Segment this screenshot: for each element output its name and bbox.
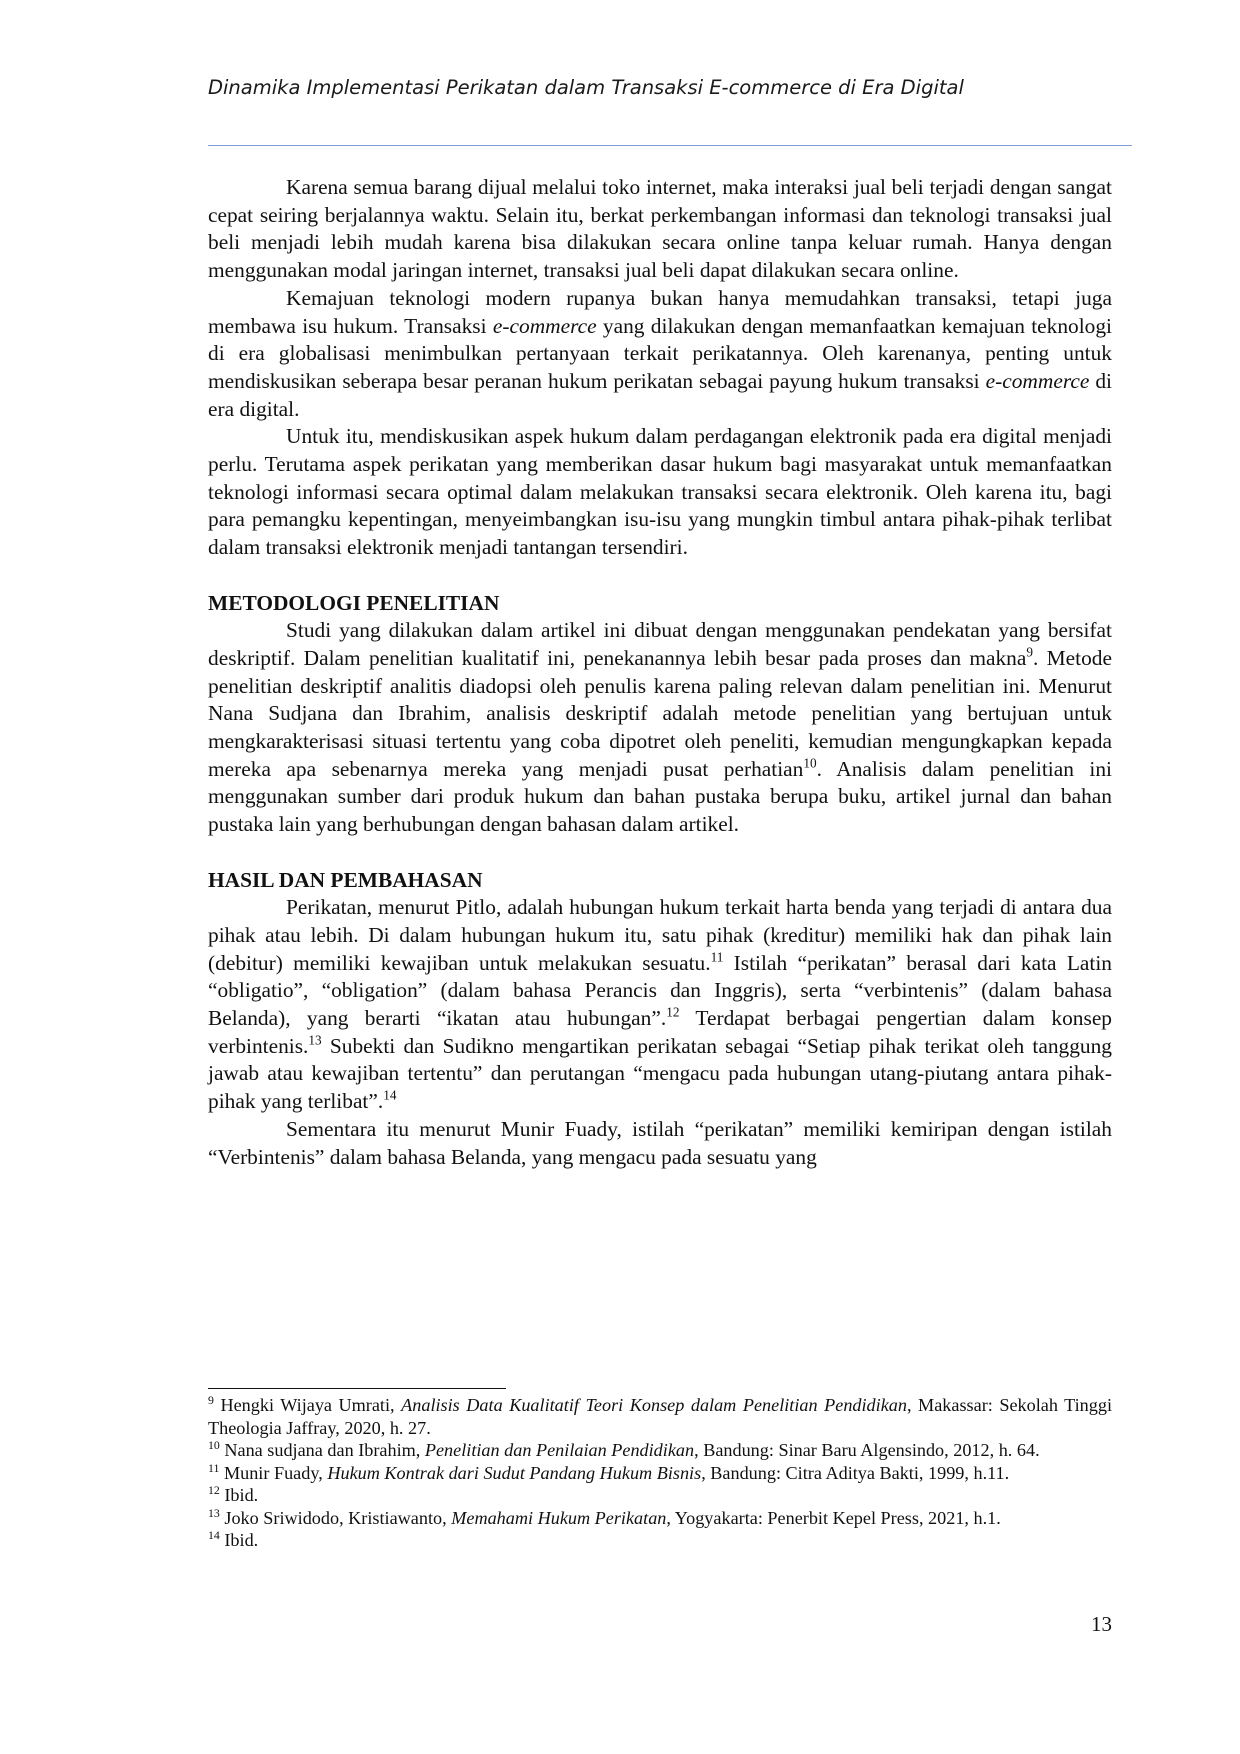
section-heading-hasil: HASIL DAN PEMBAHASAN [208,867,483,892]
footnote-ref[interactable]: 11 [710,949,724,965]
footnote-ref[interactable]: 12 [666,1004,680,1020]
footnote-14: $^{14}$ Ibid. [208,1527,259,1550]
running-header: Dinamika Implementasi Perikatan dalam Transaksi E-commerce di Era Digital [208,76,964,99]
footnote-ref[interactable]: 13 [308,1032,322,1048]
paragraph-2: Kemajuan teknologi modern rupanya bukan hanya memudahkan transaksi, tetapi juga membawa isu hukum. Transaksi e-commerce yang dilakukan dengan memanfaatkan kemajuan teknologi di era globalisasi menimbulkan pertanyaan terkait perikatannya. Oleh karenanya, penting untuk mendiskusikan seberapa besar peranan hukum perikatan sebagai payung hukum transaksi e-commerce di era digital. [208,285,1113,421]
footnote-13: $^{13}$ Joko Sriwidodo, Kristiawanto, Memahami Hukum Perikatan, Yogyakarta: Penerbit Kepel Press, 2021, h.1. [208,1505,1001,1528]
paragraph-5: Perikatan, menurut Pitlo, adalah hubungan hukum terkait harta benda yang terjadi di antara dua pihak atau lebih. Di dalam hubungan hukum itu, satu pihak (kreditur) memiliki hak dan pihak lain (debitur) memiliki kewajiban untuk melakukan sesuatu.$^{11}$ Istilah “perikatan” berasal dari kata Latin “obligatio”, “obligation” (dalam bahasa Perancis dan Inggris), serta “verbintenis” (dalam bahasa Belanda), yang berarti “ikatan atau hubungan”.$^{12}$ Terdapat berbagai pengertian dalam konsep verbintenis.$^{13}$ Subekti dan Sudikno mengartikan perikatan sebagai “Setiap pihak terikat oleh tanggung jawab atau kewajiban tertentu” dan perutangan “mengacu pada hubungan utang-piutang antara pihak-pihak yang terlibat”.$^{14}$ [208,895,1113,1114]
main-text [208,174,1112,1171]
section-heading-metodologi: METODOLOGI PENELITIAN [208,590,500,615]
paragraph-6: Sementara itu menurut Munir Fuady, istilah “perikatan” memiliki kemiripan dengan istilah “Verbintenis” dalam bahasa Belanda, yang mengacu pada sesuatu yang [208,1116,1112,1169]
page-number: 13 [1091,1612,1112,1636]
paragraph-3: Untuk itu, mendiskusikan aspek hukum dalam perdagangan elektronik pada era digital menjadi perlu. Terutama aspek perikatan yang memberikan dasar hukum bagi masyarakat untuk memanfaatkan teknologi informasi secara optimal dalam melakukan transaksi secara elektronik. Oleh karena itu, bagi para pemangku kepentingan, menyeimbangkan isu-isu yang mungkin timbul antara pihak-pihak terlibat dalam transaksi elektronik menjadi tantangan tersendiri. [208,424,1112,560]
footnote-ref[interactable]: 10 [803,755,817,771]
footnote-9: $^9$ Hengki Wijaya Umrati, Analisis Data Kualitatif Teori Konsep dalam Penelitian Pendidikan, Makassar: Sekolah Tinggi Theologia Jaffray, 2020, h. 27. [208,1392,1112,1438]
footnote-divider [208,1388,506,1389]
emphasis-ecommerce: e-commerce [492,313,597,338]
section-gap [208,839,1112,867]
footnote-11: $^{11}$ Munir Fuady, Hukum Kontrak dari Sudut Pandang Hukum Bisnis, Bandung: Citra Aditya Bakti, 1999, h.11. [208,1460,1010,1483]
header-divider [208,145,1132,146]
section-gap [208,562,1112,590]
paragraph-4: Studi yang dilakukan dalam artikel ini dibuat dengan menggunakan pendekatan yang bersifat deskriptif. Dalam penelitian kualitatif ini, penekanannya lebih besar pada proses dan makna$^9$. Metode penelitian deskriptif analitis diadopsi oleh penulis karena paling relevan dalam penelitian ini. Menurut Nana Sudjana dan Ibrahim, analisis deskriptif adalah metode penelitian yang bertujuan untuk mengkarakterisasi situasi tertentu yang coba dipotret oleh peneliti, kemudian mengungkapkan kepada mereka apa sebenarnya mereka yang menjadi pusat perhatian$^{10}$. Analisis dalam penelitian ini menggunakan sumber dari produk hukum dan bahan pustaka berupa buku, artikel jurnal dan bahan pustaka lain yang berhubungan dengan bahasan dalam artikel. [208,618,1113,837]
paragraph-1: Karena semua barang dijual melalui toko internet, maka interaksi jual beli terjadi dengan sangat cepat seiring berjalannya waktu. Selain itu, berkat perkembangan informasi dan teknologi transaksi jual beli menjadi lebih mudah karena bisa dilakukan secara online tanpa keluar rumah. Hanya dengan menggunakan modal jaringan internet, transaksi jual beli dapat dilakukan secara online. [208,175,1112,283]
footnote-ref[interactable]: 14 [383,1087,397,1103]
footnote-12: $^{12}$ Ibid. [208,1482,259,1505]
footnote-ref[interactable]: 9 [1026,644,1033,660]
footnotes [208,1394,1112,1552]
footnote-10: $^{10}$ Nana sudjana dan Ibrahim, Penelitian dan Penilaian Pendidikan, Bandung: Sinar Baru Algensindo, 2012, h. 64. [208,1437,1040,1460]
emphasis-ecommerce: e-commerce [985,368,1090,393]
